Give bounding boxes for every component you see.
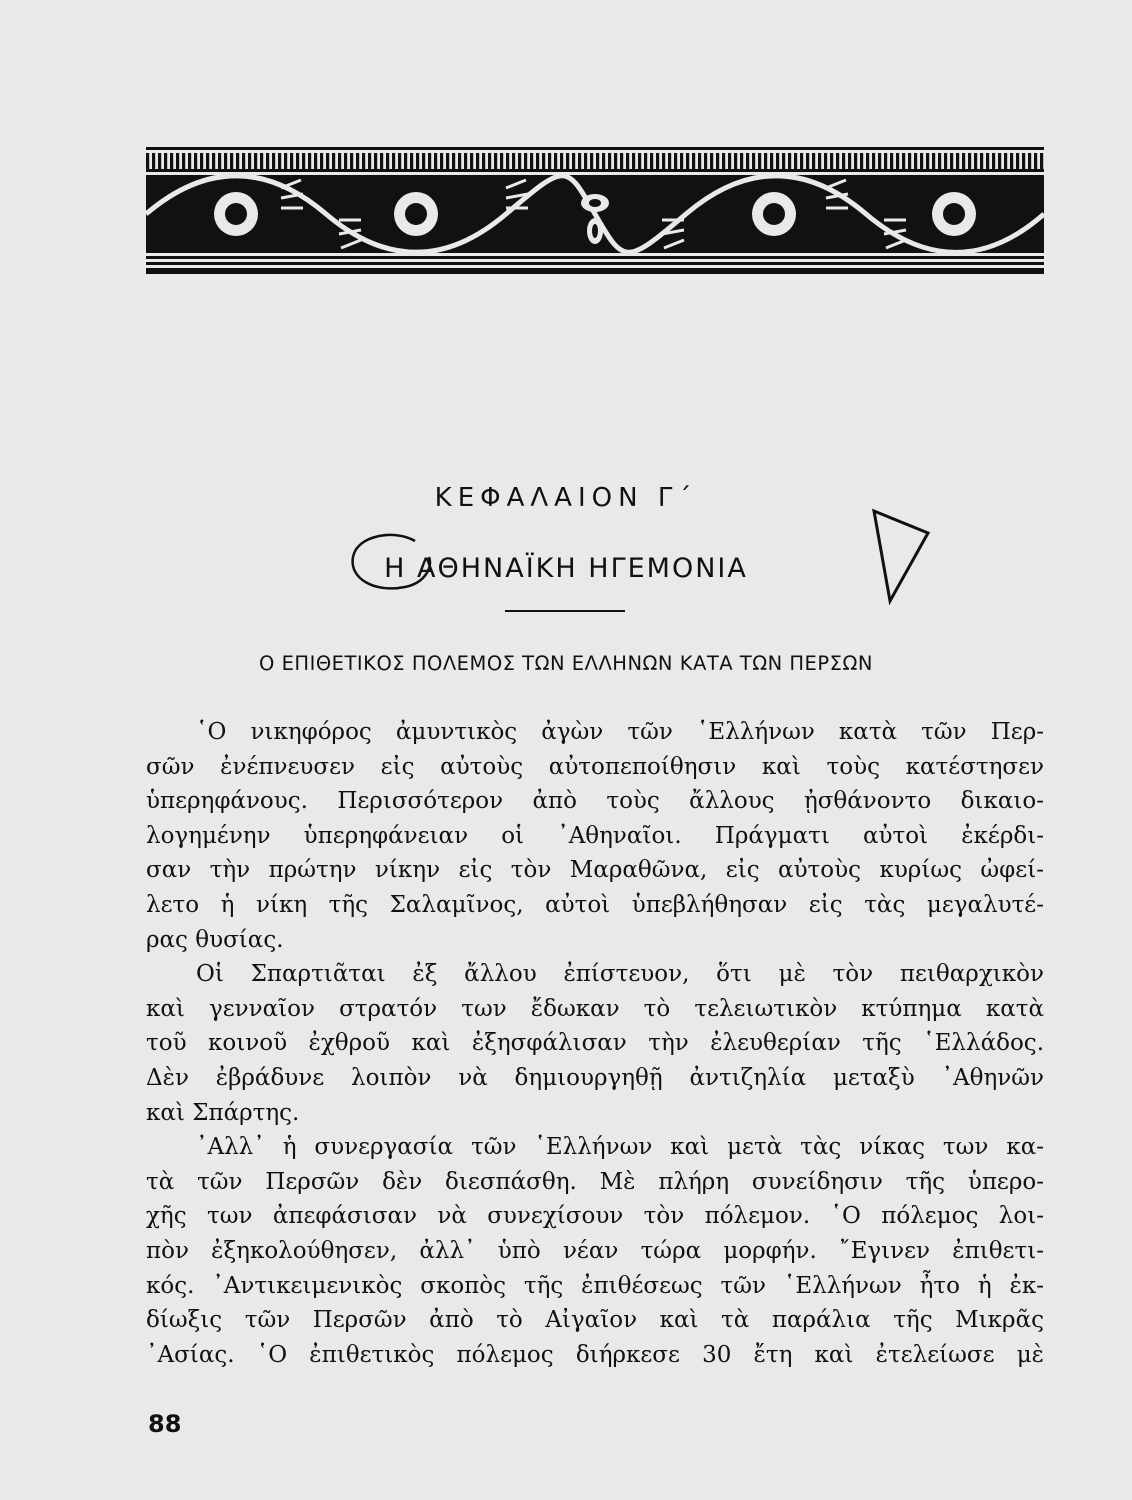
text-line: ὑπερηφάνους. Περισσότερον ἀπὸ τοὺς ἄλλους ᾐσθάνοντο δικαιο- [146,788,1044,815]
text-line: τοῦ κοινοῦ ἐχθροῦ καὶ ἐξησφάλισαν τὴν ἐλευθερίαν τῆς ῾Ελλάδος. [146,1030,1044,1057]
page-number: 88 [148,1410,182,1438]
section-title: Η ΑΘΗΝΑΪΚΗ ΗΓΕΜΟΝΙΑ [384,553,748,584]
text-line: σῶν ἐνέπνευσεν εἰς αὐτοὺς αὐτοπεποίθησιν καὶ τοὺς κατέστησεν [146,753,1044,780]
text-line: σαν τὴν πρώτην νίκην εἰς τὸν Μαραθῶνα, εἰς αὐτοὺς κυρίως ὠφεί- [146,857,1044,884]
text-line: πὸν ἐξηκολούθησεν, ἀλλ᾿ ὑπὸ νέαν τώρα μορφήν. ῎Εγινεν ἐπιθετι- [146,1237,1044,1264]
text-line: ᾿Αλλ᾿ ἡ συνεργασία τῶν ῾Ελλήνων καὶ μετὰ τὰς νίκας των κα- [196,1134,1044,1161]
text-line: Δὲν ἐβράδυνε λοιπὸν νὰ δημιουργηθῇ ἀντιζηλία μεταξὺ ᾿Αθηνῶν [146,1064,1044,1091]
text-line: λετο ἡ νίκη τῆς Σαλαμῖνος, αὐτοὶ ὑπεβλήθησαν εἰς τὰς μεγαλυτέ- [146,891,1044,918]
text-line: χῆς των ἀπεφάσισαν νὰ συνεχίσουν τὸν πόλεμον. ῾Ο πόλεμος λοι- [146,1203,1044,1230]
text-line: ᾿Ασίας. ῾Ο ἐπιθετικὸς πόλεμος διήρκεσε 30 ἔτη καὶ ἐτελείωσε μὲ [146,1341,1044,1368]
paragraph [146,957,1044,1130]
text-line: Οἱ Σπαρτιᾶται ἐξ ἄλλου ἐπίστευον, ὅτι μὲ τὸν πειθαρχικὸν [196,961,1044,988]
text-line: ῾Ο νικηφόρος ἀμυντικὸς ἀγὼν τῶν ῾Ελλήνων κατὰ τῶν Περ- [196,719,1044,745]
text-line: λογημένην ὑπερηφάνειαν οἱ ᾿Αθηναῖοι. Πράγματι αὐτοὶ ἐκέρδι- [146,822,1044,849]
title-underline [505,610,625,612]
text-line: καὶ Σπάρτης. [146,1099,300,1126]
body-text [146,715,1044,1372]
text-line: καὶ γενναῖον στρατόν των ἔδωκαν τὸ τελειωτικὸν κτύπημα κατὰ [146,995,1044,1022]
ornament-band [146,143,1044,283]
text-line: τὰ τῶν Περσῶν δὲν διεσπάσθη. Μὲ πλήρη συνείδησιν τῆς ὑπερο- [146,1168,1044,1195]
paragraph [146,715,1044,957]
text-line: δίωξις τῶν Περσῶν ἀπὸ τὸ Αἰγαῖον καὶ τὰ παράλια τῆς Μικρᾶς [146,1307,1044,1334]
paragraph [146,1130,1044,1372]
text-line: κός. ᾿Αντικειμενικὸς σκοπὸς τῆς ἐπιθέσεως τῶν ῾Ελλήνων ἦτο ἡ ἐκ- [146,1272,1044,1299]
text-line: ρας θυσίας. [146,926,284,953]
section-subtitle: Ο ΕΠΙΘΕΤΙΚΟΣ ΠΟΛΕΜΟΣ ΤΩΝ ΕΛΛΗΝΩΝ ΚΑΤΑ ΤΩΝ ΠΕΡΣΩΝ [259,652,873,675]
chapter-heading: ΚΕΦΑΛΑΙΟΝ Γ΄ [434,483,698,513]
